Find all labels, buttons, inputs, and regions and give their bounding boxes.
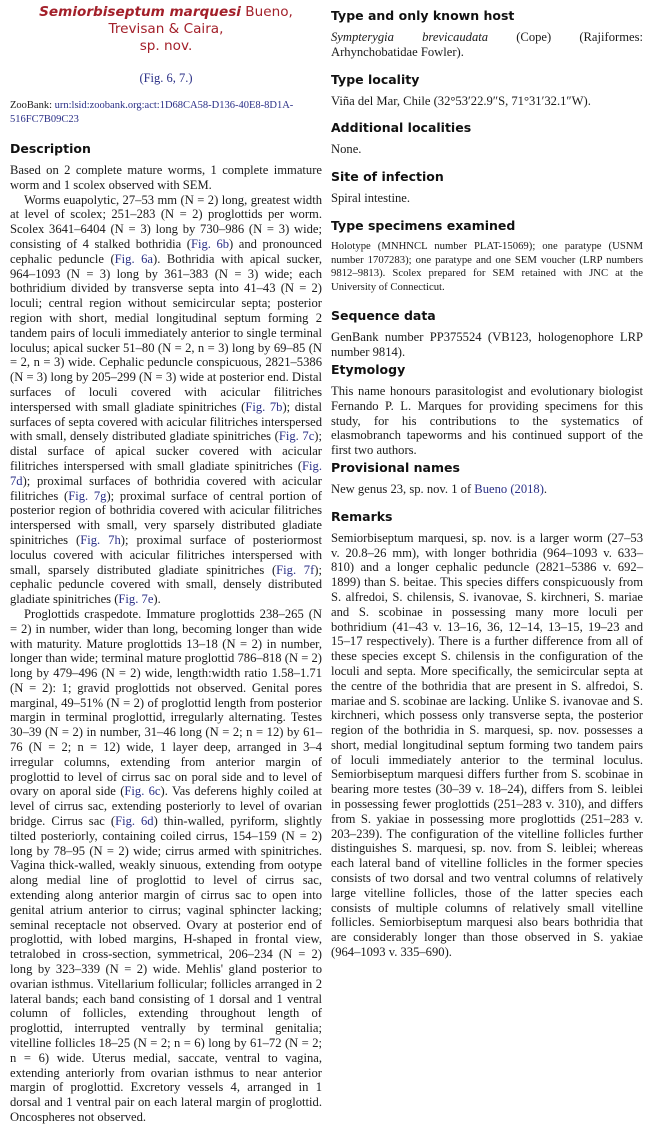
description-heading: Description bbox=[10, 141, 91, 156]
sequence-heading: Sequence data bbox=[331, 308, 436, 324]
citation-link[interactable]: Bueno (2018) bbox=[474, 481, 544, 496]
fig-link[interactable]: Fig. 7g bbox=[68, 488, 107, 503]
fig-link[interactable]: Fig. 7h bbox=[80, 532, 121, 547]
fig-link[interactable]: Fig. 7f bbox=[276, 562, 315, 577]
description-para-2: Worms euapolytic, 27–53 mm (N = 2) long, greatest width at level of scolex; 251–283 (N = 2) proglottids per worm. Scolex 3641–6404 (N = 3) long by 730–986 (N = 3) wide; consisting of 4 stalked bothridia (Fig. 6b) and pronounced cephalic peduncle (Fig. 6a). Bothridia with apical sucker, 964–1093 (N = 3) long by 361–383 (N = 3) wide; each bothridium divided by transverse septa into 41–43 (N = 2) loculi; central region without semicircular septa; posterior region with short, medial longitudinal septum forming 2 tandem pairs of loculi immediately anterior to single terminal loculus; apical sucker 51–80 (N = 2, n = 3) long by 69–85 (N = 2, n = 3) wide. Cephalic peduncle conspicuous, 2821–5386 (N = 3) long by 205–299 (N = 3) wide at posterior end. Distal surfaces of loculi covered with acicular filitriches interspersed with small gladiate spinitriches (Fig. 7b); distal surfaces of septa covered with acicular filitriches interspersed with small, densely distributed gladiate spinitriches (Fig. 7c); distal surface of apical sucker covered with acicular filitriches interspersed with small gladiate spinitriches (Fig. 7d); proximal surfaces of bothridia covered with acicular filitriches (Fig. 7g); proximal surface of central portion of posterior region of bothridia covered with acicular filitriches interspersed with small, very sparsely distributed gladiate spinitriches (Fig. 7h); proximal surface of posteriormost loculus covered with acicular filitriches interspersed with small, sparsely distributed gladiate spinitriches (Fig. 7f); cephalic peduncle covered with small, densely distributed gladiate spinitriches (Fig. 7e). bbox=[10, 192, 322, 607]
etymology-text: This name honours parasitologist and evolutionary biologist Fernando P. L. Marques for providing specimens for this study, for his contributions to the systematics of elasmobranch tapeworms and his continued support of the first two authors. bbox=[331, 383, 643, 458]
host-heading: Type and only known host bbox=[331, 8, 515, 23]
site-text: Spiral intestine. bbox=[331, 191, 411, 206]
description-para-3: Proglottids craspedote. Immature proglottids 238–265 (N = 2) in number, wider than long, becoming longer than wide with maturity. Mature proglottids 13–18 (N = 2) in number, longer than wide; terminal mature proglottid 786–818 (N = 2) long by 479–496 (N = 2) wide, length:width ratio 1.58–1.71 (N = 2): 1; gravid proglottids not observed. Genital pores marginal, 49–51% (N = 2) of proglottid length from posterior margin in terminal proglottid, irregularly alternating. Testes 30–39 (N = 2) in number, 31–46 long (N = 2; n = 12) by 61–76 (N = 2; n = 12) wide, 1 layer deep, arranged in 3–4 irregular columns, extending from anterior margin of proglottid to level of cirrus sac on poral side and to level of ovary on aporal side (Fig. 6c). Vas deferens highly coiled at level of cirrus sac, extending posteriorly to level of ovarian bridge. Cirrus sac (Fig. 6d) thin-walled, pyriform, slightly tilted posteriorly, containing coiled cirrus, 154–159 (N = 2) long by 78–95 (N = 2) wide; cirrus armed with spinitriches. Vagina thick-walled, weakly sinuous, extending from ootype along medial line of proglottid to level of cirrus sac, extending along anterior margin of cirrus sac to open into genital atrium anterior to cirrus; vaginal sphincter lacking; seminal receptacle not observed. Ovary at posterior end of proglottid, with lobed margins, H-shaped in frontal view, tetralobed in cross-section, symmetrical, 206–234 (N = 2) long by 323–339 (N = 2) wide. Mehlis' gland posterior to ovarian isthmus. Vitellarium follicular; follicles arranged in 2 lateral bands; each band consisting of 1 dorsal and 1 ventral column of follicles, extending throughout length of proglottid, interrupted ventrally by terminal genitalia; vitelline follicles 18–25 (N = 2; n = 6) long by 61–72 (N = 2; n = 6) wide. Uterus medial, saccate, ventral to vagina, extending anteriorly from ovarian isthmus to near anterior margin of proglottid. Excretory vessels 4, arranged in 1 dorsal and 1 ventral pair on each lateral margin of proglottid. Oncospheres not observed. bbox=[10, 606, 323, 1124]
host-text: Sympterygia brevicaudata (Cope) (Rajiformes: Arhynchobatidae Fowler). bbox=[331, 30, 643, 59]
species-status: sp. nov. bbox=[139, 38, 193, 54]
species-name: Semiorbiseptum marquesi bbox=[39, 4, 241, 20]
fig-link[interactable]: Fig. 7e bbox=[118, 592, 154, 607]
fig-link[interactable]: Fig. 6c bbox=[124, 784, 161, 799]
left-column bbox=[10, 0, 322, 1125]
fig-link[interactable]: Fig. 6d bbox=[115, 814, 154, 829]
type-locality-text: Viña del Mar, Chile (32°53′22.9″S, 71°31′32.1″W). bbox=[331, 93, 591, 108]
remarks-text: Semiorbiseptum marquesi, sp. nov. is a larger worm (27–53 v. 20.8–26 mm), with longer bothridia (964–1093 v. 633–810) and a longer cephalic peduncle (2821–5386 v. 692–1899) than S. beitae. This species differs conspicuously from S. alfredoi, S. chilensis, S. ivanovae, S. kirchneri, S. mariae and S. scobinae in possessing many more loculi per bothridium (41–43 v. 13–16, 36, 12–14, 13–15, 19–23 and 15–17 respectively). There is a further difference from all of these species except S. chilensis in the configuration of the loculi and septa. More specifically, the semicircular septa at the centre of the bothridia that are present in S. alfredoi, S. mariae and S. scobinae are lacking. Unlike S. ivanovae and S. kirchneri, which possess only transverse septa, the posterior region of the bothridia in S. marquesi, sp. nov. possesses a short, medial longitudinal septum forming two tandem pairs of loculi immediately anterior to the terminal loculus. Semiorbiseptum marquesi differs further from S. scobinae in bearing more testes (30–39 v. 18–24), differs from S. leiblei in possessing fewer proglottids (251–283 v. 310), and differs from S. yakiae in possessing more proglottids (251–283 v. 203–239). The configuration of the vitelline follicles further distinguishes S. marquesi, sp. nov. from S. leiblei; whereas each lateral band of vitelline follicles in the former species consists of two dorsal and two ventral columns of relatively large vitelline follicles, those of the latter species each consists of multiple columns of relatively small vitelline follicles. Semiorbiseptum marquesi also bears bothridia that are considerably longer than those observed in S. yakiae (964–1093 v. 335–690). bbox=[331, 530, 643, 960]
zoobank-link[interactable]: urn:lsid:zoobank.org:act:1D68CA58-D136-40E8-8D1A-516FC7B09C23 bbox=[10, 100, 294, 125]
zoobank-label: ZooBank: bbox=[10, 100, 52, 111]
zoobank-line bbox=[10, 99, 322, 126]
remarks-heading: Remarks bbox=[331, 508, 393, 524]
type-specimens-heading: Type specimens examined bbox=[331, 217, 516, 233]
sequence-text: GenBank number PP375524 (VB123, hologenophore LRP number 9814). bbox=[331, 330, 643, 360]
additional-localities-text: None. bbox=[331, 142, 362, 157]
fig-link[interactable]: Fig. 6b bbox=[190, 236, 230, 251]
provisional-names-heading: Provisional names bbox=[331, 459, 460, 475]
additional-localities-heading: Additional localities bbox=[331, 120, 472, 136]
type-locality-heading: Type locality bbox=[331, 71, 420, 87]
fig-link[interactable]: Fig. 6a bbox=[114, 251, 154, 266]
fig-link[interactable]: Fig. 7c bbox=[278, 429, 315, 444]
type-specimens-text: Holotype (MNHNCL number PLAT-15069); one paratype (USNM number 1707283); one paratype and one SEM voucher (LRP numbers 9812–9813). Scolex prepared for SEM retained with JNC at the University of Connecticut. bbox=[331, 239, 643, 293]
etymology-heading: Etymology bbox=[331, 361, 406, 377]
species-title bbox=[10, 4, 322, 55]
figure-link[interactable]: (Fig. 6, 7.) bbox=[139, 71, 193, 85]
right-column bbox=[331, 0, 643, 960]
site-heading: Site of infection bbox=[331, 169, 444, 185]
figure-reference bbox=[10, 71, 322, 86]
species-authority: Bueno, Trevisan & Caira, bbox=[108, 4, 293, 37]
provisional-names-text: New genus 23, sp. nov. 1 of Bueno (2018). bbox=[331, 481, 548, 496]
fig-link[interactable]: Fig. 7b bbox=[245, 399, 283, 414]
description-para-1: Based on 2 complete mature worms, 1 complete immature worm and 1 scolex observed with SEM. bbox=[10, 163, 322, 192]
fig-link[interactable]: Fig. 7d bbox=[10, 458, 322, 488]
